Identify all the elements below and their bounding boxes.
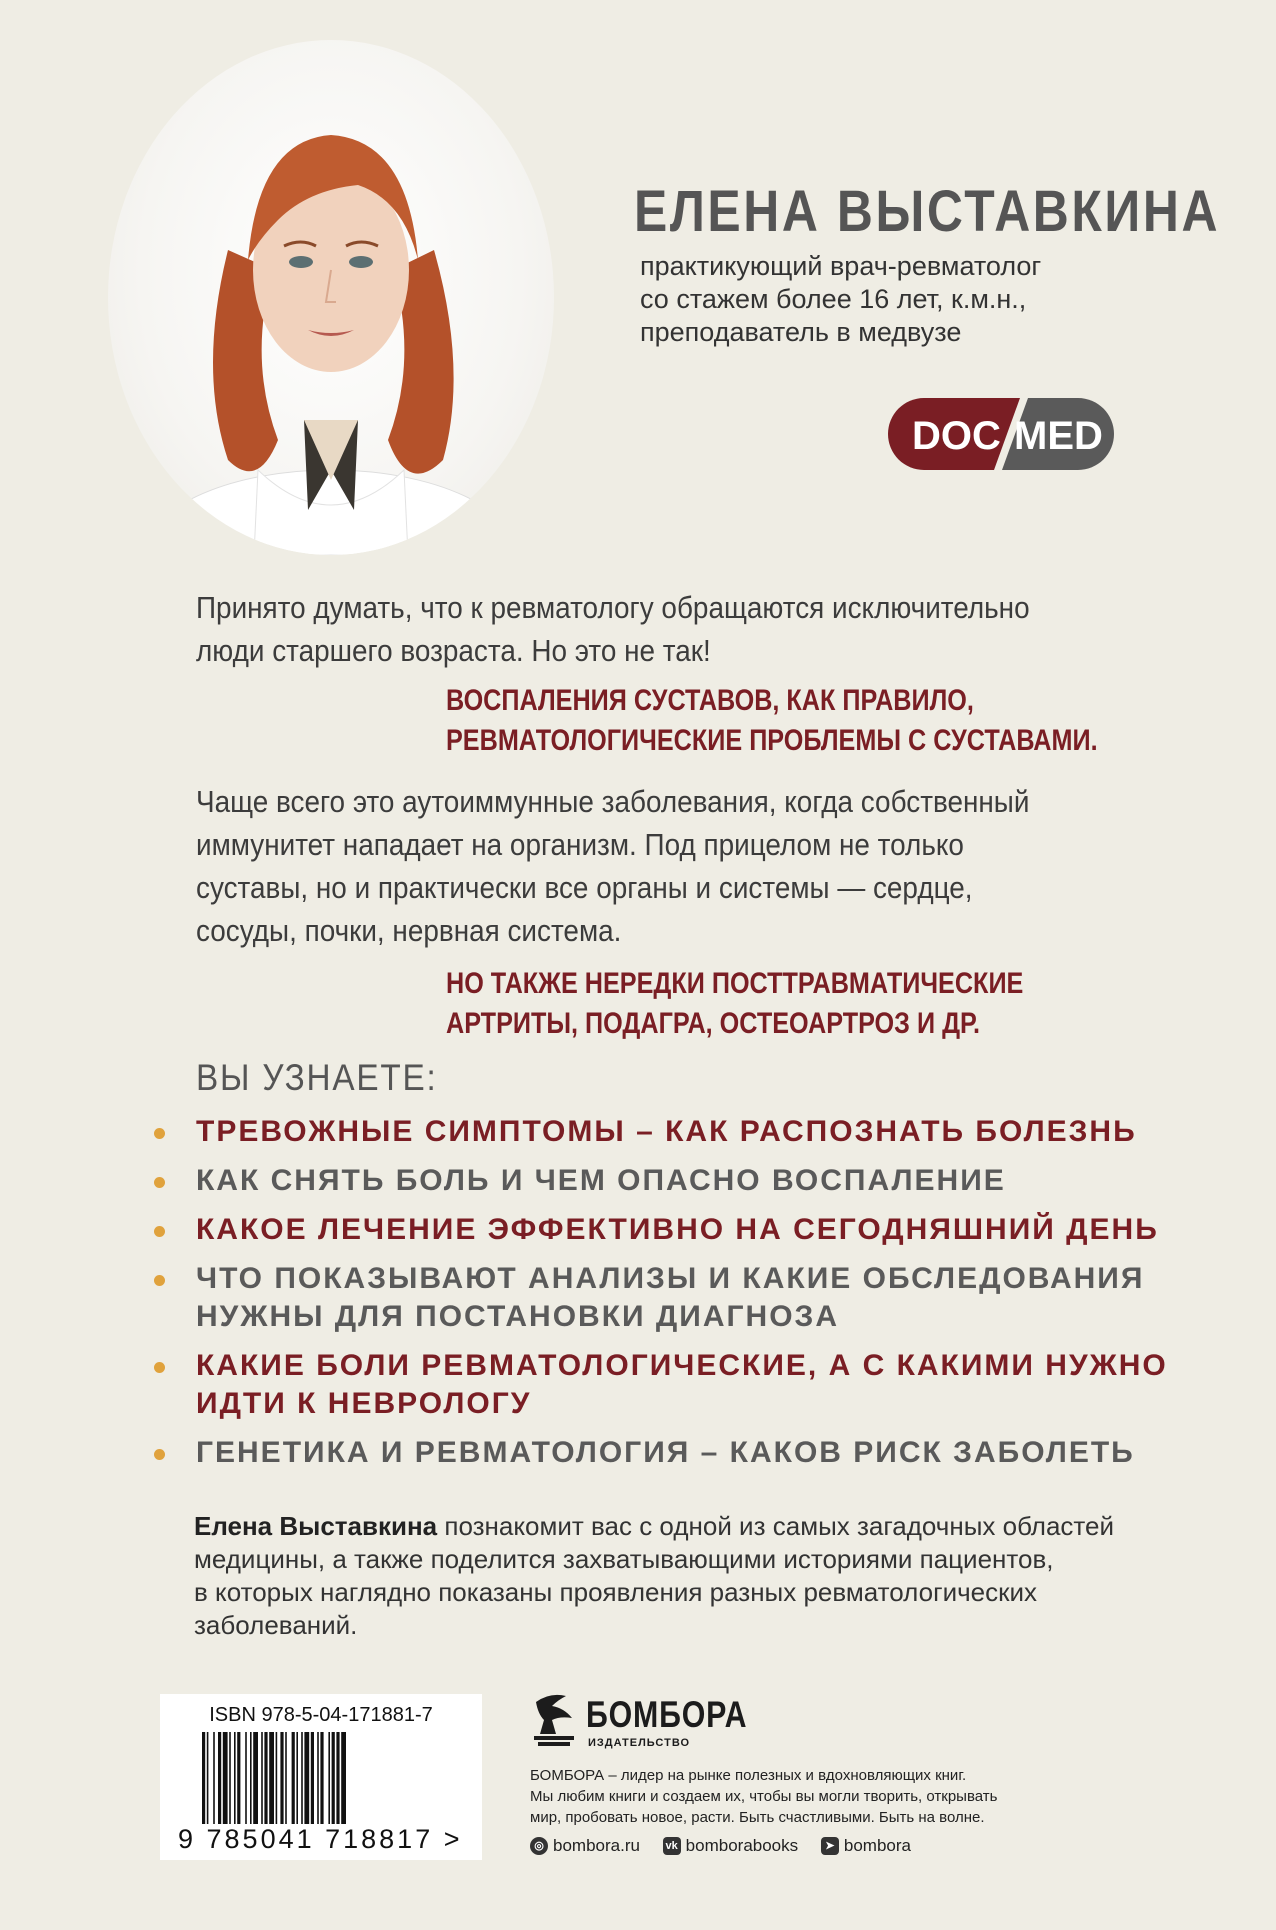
vk-icon: vk (663, 1837, 681, 1855)
intro-line: Принято думать, что к ревматологу обращаются исключительно (196, 590, 1030, 625)
author-description-line: преподаватель в медвузе (640, 317, 962, 347)
body-paragraph (196, 780, 1029, 952)
barcode-bar (229, 1732, 231, 1824)
barcode-bar (202, 1732, 205, 1824)
barcode-bar (296, 1732, 298, 1824)
list-item: ТРЕВОЖНЫЕ СИМПТОМЫ – КАК РАСПОЗНАТЬ БОЛЕЗНЬ (154, 1113, 1154, 1151)
barcode-bar (336, 1732, 339, 1824)
author-portrait (108, 40, 554, 555)
vk-link[interactable]: vk bomborabooks (663, 1836, 798, 1856)
publisher-description (530, 1765, 1110, 1828)
list-item: ГЕНЕТИКА И РЕВМАТОЛОГИЯ – КАКОВ РИСК ЗАБОЛЕТЬ (154, 1434, 1154, 1472)
docmed-left-text: DOC (912, 414, 1001, 458)
highlight-statement-1 (446, 681, 1098, 761)
isbn-label: ISBN 978-5-04-171881-7 (209, 1704, 433, 1726)
barcode-bar (245, 1732, 247, 1824)
barcode-bar (253, 1732, 258, 1824)
highlight-line: ВОСПАЛЕНИЯ СУСТАВОВ, КАК ПРАВИЛО, (446, 684, 974, 717)
author-description (640, 250, 1160, 349)
globe-icon: ◎ (530, 1837, 548, 1855)
bullet-dot-icon (154, 1275, 165, 1286)
barcode-bar (250, 1732, 252, 1824)
barcode-box (160, 1694, 482, 1860)
author-description-line: со стажем более 16 лет, к.м.н., (640, 284, 1027, 314)
docmed-series-badge (888, 398, 1114, 470)
list-item: КАК СНЯТЬ БОЛЬ И ЧЕМ ОПАСНО ВОСПАЛЕНИЕ (154, 1162, 1154, 1200)
intro-paragraph (196, 586, 1030, 672)
intro-line: люди старшего возраста. Но это не так! (196, 633, 711, 668)
barcode-bar (213, 1732, 215, 1824)
list-item: КАКОЕ ЛЕЧЕНИЕ ЭФФЕКТИВНО НА СЕГОДНЯШНИЙ ДЕНЬ (154, 1211, 1154, 1249)
body-line: сосуды, почки, нервная система. (196, 913, 622, 948)
barcode-bar (264, 1732, 267, 1824)
barcode-bar (311, 1732, 314, 1824)
publisher-description-line: Мы любим книги и создаем их, чтобы вы могли творить, открывать (530, 1788, 998, 1805)
outro-line: медицины, а также поделится захватывающими историями пациентов, (194, 1544, 1054, 1574)
barcode-bar (261, 1732, 263, 1824)
barcode-bar (328, 1732, 330, 1824)
barcode-bar (207, 1732, 209, 1824)
outro-paragraph (194, 1510, 1124, 1642)
bullet-dot-icon (154, 1226, 165, 1237)
bullet-dot-icon (154, 1177, 165, 1188)
learn-list (154, 1113, 1168, 1483)
outro-author-name: Елена Выставкина (194, 1511, 438, 1541)
outro-line: заболеваний. (194, 1610, 358, 1640)
barcode-bar (332, 1732, 335, 1824)
website-link[interactable]: ◎ bombora.ru (530, 1836, 640, 1856)
highlight-line: АРТРИТЫ, ПОДАГРА, ОСТЕОАРТРОЗ И ДР. (446, 1007, 981, 1040)
publisher-links (530, 1834, 929, 1856)
learn-title: ВЫ УЗНАЕТЕ: (196, 1057, 438, 1098)
docmed-right-text: MED (1014, 414, 1103, 458)
publisher-description-line: мир, пробовать новое, расти. Быть счастливыми. Быть на волне. (530, 1809, 985, 1826)
author-description-line: практикующий врач-ревматолог (640, 251, 1042, 281)
barcode-bar (218, 1732, 221, 1824)
publisher-name: БОМБОРА (586, 1694, 748, 1735)
bombora-logo-icon (530, 1690, 578, 1750)
highlight-statement-2 (446, 964, 1023, 1044)
barcode-bar (292, 1732, 295, 1824)
body-line: Чаще всего это аутоиммунные заболевания, когда собственный (196, 784, 1030, 819)
author-name: ЕЛЕНА ВЫСТАВКИНА (634, 179, 1221, 244)
publisher-description-line: БОМБОРА – лидер на рынке полезных и вдохновляющих книг. (530, 1767, 967, 1784)
barcode-bar (234, 1732, 236, 1824)
telegram-link[interactable]: ➤ bombora (821, 1836, 911, 1856)
barcode-bar (269, 1732, 274, 1824)
barcode-bar (320, 1732, 323, 1824)
barcode-bar (341, 1732, 346, 1824)
barcode-digits: 9 785041 718817 > (178, 1824, 463, 1854)
list-item: ЧТО ПОКАЗЫВАЮТ АНАЛИЗЫ И КАКИЕ ОБСЛЕДОВАНИЯ НУЖНЫ ДЛЯ ПОСТАНОВКИ ДИАГНОЗА (154, 1260, 1154, 1336)
barcode-bar (285, 1732, 287, 1824)
bullet-dot-icon (154, 1128, 165, 1139)
barcode-bar (304, 1732, 309, 1824)
outro-line: познакомит вас с одной из самых загадочных областей (437, 1511, 1115, 1541)
barcode-bar (223, 1732, 228, 1824)
highlight-line: НО ТАКЖЕ НЕРЕДКИ ПОСТТРАВМАТИЧЕСКИЕ (446, 967, 1024, 1000)
barcode-bar (237, 1732, 240, 1824)
publisher-subtitle: ИЗДАТЕЛЬСТВО (588, 1737, 691, 1749)
bullet-dot-icon (154, 1362, 165, 1373)
barcode-bar (276, 1732, 278, 1824)
outro-line: в которых наглядно показаны проявления разных ревматологических (194, 1577, 1038, 1607)
author-photo-illustration (108, 40, 554, 555)
list-item: КАКИЕ БОЛИ РЕВМАТОЛОГИЧЕСКИЕ, А С КАКИМИ НУЖНО ИДТИ К НЕВРОЛОГУ (154, 1347, 1154, 1423)
barcode-bar (301, 1732, 303, 1824)
bullet-dot-icon (154, 1449, 165, 1460)
barcode-bar (317, 1732, 319, 1824)
barcode-icon (202, 1732, 450, 1824)
body-line: иммунитет нападает на организм. Под прицелом не только (196, 827, 964, 862)
barcode-bar (280, 1732, 283, 1824)
body-line: суставы, но и практически все органы и системы — сердце, (196, 870, 973, 905)
telegram-icon: ➤ (821, 1837, 839, 1855)
highlight-line: РЕВМАТОЛОГИЧЕСКИЕ ПРОБЛЕМЫ С СУСТАВАМИ. (446, 724, 1098, 757)
